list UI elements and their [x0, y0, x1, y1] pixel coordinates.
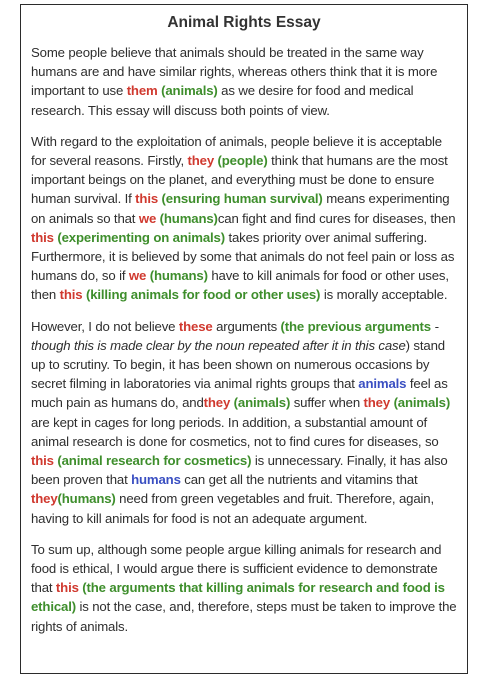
italic-note: - though this is made clear by the noun repeated after it in this case: [31, 318, 439, 353]
text-run: However, I do not believe: [31, 318, 179, 334]
text-run: are kept in cages for long periods. In addition, a substantial amount of animal research is done for cosmetics, not to find cures for diseases, so: [31, 414, 439, 449]
referent-note: (ensuring human survival): [161, 191, 323, 207]
text-run: feel as much pain as humans do, and: [31, 376, 448, 411]
reference-word: this: [55, 580, 79, 596]
reference-word: they: [203, 395, 231, 411]
text-run: takes priority over animal suffering. Furthermore, it is believed by some that animals do not feel pain or loss as humans do, so if: [31, 229, 455, 284]
referent-note: (humans): [149, 268, 208, 284]
reference-word: they: [187, 153, 214, 169]
text-run: need from green vegetables and fruit. Therefore, again, having to kill animals for food is not an adequate argument.: [31, 491, 434, 526]
reference-word: we: [128, 268, 147, 284]
text-run: suffer when: [290, 395, 364, 411]
text-run: is not the case, and, therefore, steps must be taken to improve the rights of animals.: [31, 599, 457, 634]
repeated-noun: animals: [358, 376, 407, 392]
essay-paragraph-4: [31, 540, 457, 636]
reference-word: them: [126, 83, 158, 99]
referent-note: (animals): [233, 395, 291, 411]
text-run: as we desire for food and medical research. This essay will discuss both points of view.: [31, 83, 414, 118]
text-run: have to kill animals for food or other uses, then: [31, 268, 449, 303]
reference-word: we: [138, 210, 157, 226]
essay-paragraph-1: [31, 43, 457, 120]
text-run: is morally acceptable.: [320, 287, 448, 303]
text-run: To sum up, although some people argue killing animals for research and food is ethical, I would argue there is sufficient evidence to demonstrate that: [31, 541, 442, 596]
reference-word: this: [31, 453, 54, 469]
reference-word: this: [59, 287, 83, 303]
essay-body: [31, 43, 457, 636]
text-run: can get all the nutrients and vitamins that: [180, 472, 418, 488]
text-run: think that humans are the most important beings on the planet, and everything must be done to ensure human survival. If: [31, 153, 448, 207]
referent-note: (killing animals for food or other uses): [85, 287, 321, 303]
repeated-noun: humans: [131, 472, 181, 488]
referent-note: (humans): [57, 491, 116, 507]
referent-note: (humans): [159, 210, 218, 226]
text-run: With regard to the exploitation of animals, people believe it is acceptable for several reasons. Firstly,: [31, 133, 442, 169]
essay-paragraph-2: [31, 132, 457, 305]
referent-note: (the previous arguments: [280, 318, 431, 334]
essay-panel: [20, 4, 468, 674]
text-run: can fight and find cures for diseases, then: [217, 210, 456, 226]
essay-title: Animal Rights Essay: [167, 14, 321, 31]
text-run: Some people believe that animals should be treated in the same way humans are and have similar rights, whereas others think that it is more important to use: [31, 45, 438, 99]
reference-word: this: [31, 229, 54, 245]
referent-note: (animals): [161, 83, 218, 99]
reference-word: these: [178, 318, 213, 334]
text-run: is unnecessary. Finally, it has also been proven that: [31, 453, 448, 488]
reference-word: this: [135, 191, 159, 207]
referent-note: (the arguments that killing animals for research and food is ethical): [31, 580, 445, 615]
text-run: means experimenting on animals so that: [31, 191, 450, 226]
reference-word: they: [31, 491, 58, 507]
reference-word: they: [363, 395, 391, 411]
referent-note: (experimenting on animals): [57, 229, 225, 245]
referent-note: (animals): [393, 395, 451, 411]
text-run: arguments: [212, 318, 281, 334]
referent-note: (people): [217, 153, 268, 169]
essay-paragraph-3: [31, 317, 457, 528]
referent-note: (animal research for cosmetics): [57, 453, 252, 469]
text-run: ) stand up to scrutiny. To begin, it has been shown on numerous occasions by secret filming in laboratories via animal rights groups that: [31, 337, 445, 392]
